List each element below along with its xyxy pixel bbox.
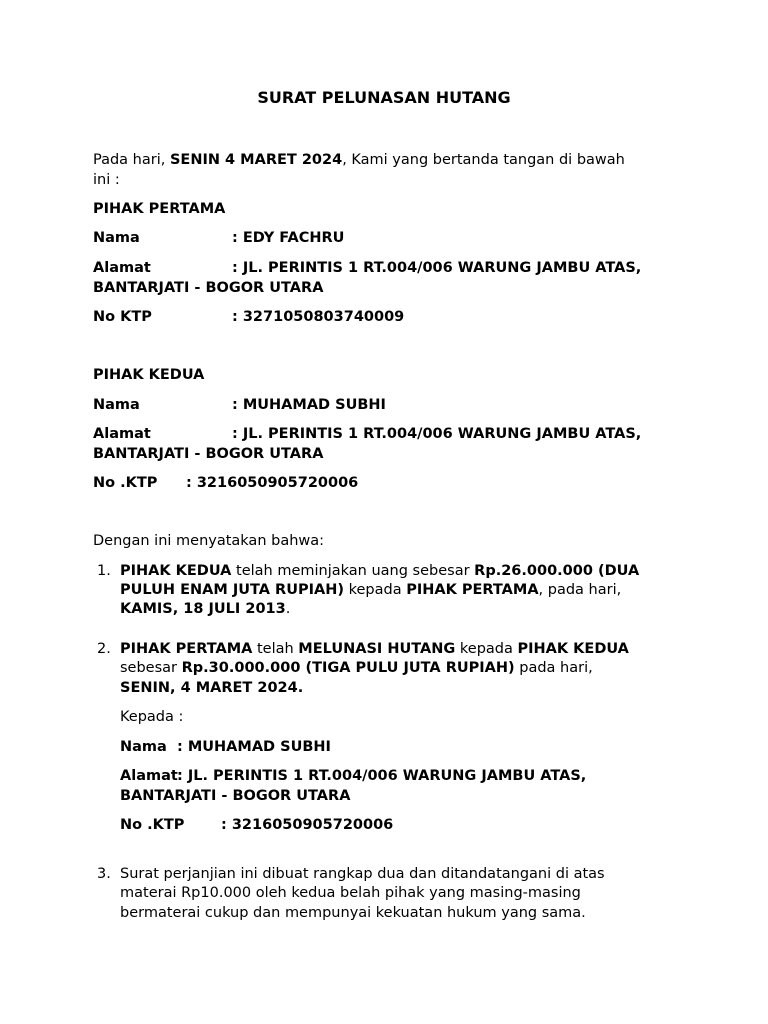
ktp-label: No .KTP [93,475,158,491]
item-2-e: PIHAK KEDUA [517,641,629,657]
item-2-kepada: Kepada : [120,709,184,725]
item-1-line-2 [120,582,621,598]
pihak-pertama-alamat [93,260,641,276]
pihak-kedua-alamat-line2: BANTARJATI - BOGOR UTARA [93,446,324,462]
item-2-line-1 [120,641,629,657]
alamat-value: : JL. PERINTIS 1 RT.004/006 WARUNG JAMBU ATAS, [177,768,587,784]
pihak-kedua-nama [93,397,386,413]
item-2-h: pada hari, [514,660,593,676]
ktp-label: No KTP [93,309,152,325]
item-1-h: KAMIS, 18 JULI 2013 [120,601,286,617]
item-2-b: telah [252,641,299,657]
item-2-a: PIHAK PERTAMA [120,641,253,657]
pihak-kedua-ktp [93,475,358,491]
item-3-line-1: Surat perjanjian ini dibuat rangkap dua dan ditandatangani di atas [120,866,605,882]
item-3-line-2: materai Rp10.000 oleh kedua belah pihak yang masing-masing [120,885,581,901]
pihak-pertama-ktp [93,309,404,325]
pihak-kedua-alamat [93,426,641,442]
item-1-a: PIHAK KEDUA [120,563,232,579]
item-3-number: 3. [97,866,111,882]
nama-label: Nama [120,739,167,755]
item-1-line-3 [120,601,290,617]
item-2-d: kepada [455,641,518,657]
item-2-nama [120,739,331,755]
opening-line [93,152,625,168]
item-3-line-3: bermaterai cukup dan mempunyai kekuatan hukum yang sama. [120,905,586,921]
pihak-pertama-alamat-line2: BANTARJATI - BOGOR UTARA [93,280,324,296]
pihak-kedua-heading: PIHAK KEDUA [93,367,205,383]
item-1-f: PIHAK PERTAMA [406,582,539,598]
ktp-label: No .KTP [120,817,185,833]
item-2-alamat-line2: BANTARJATI - BOGOR UTARA [120,788,351,804]
item-2-g: Rp.30.000.000 (TIGA PULU JUTA RUPIAH) [181,660,515,676]
opening-line-2: ini : [93,172,120,188]
item-2-number: 2. [97,641,111,657]
statement-text: Dengan ini menyatakan bahwa: [93,533,325,549]
ktp-value: : 3216050905720006 [186,475,359,491]
alamat-label: Alamat [93,260,151,276]
document-title: SURAT PELUNASAN HUTANG [257,88,511,107]
item-2-c: MELUNASI HUTANG [298,641,456,657]
alamat-value: : JL. PERINTIS 1 RT.004/006 WARUNG JAMBU ATAS, [232,426,642,442]
pihak-pertama-heading: PIHAK PERTAMA [93,201,226,217]
item-1-number: 1. [97,563,111,579]
nama-label: Nama [93,230,140,246]
item-2-line-3: SENIN, 4 MARET 2024. [120,680,304,696]
opening-post: , Kami yang bertanda tangan di bawah [342,152,625,168]
nama-value: : MUHAMAD SUBHI [177,739,331,755]
item-1-e: kepada [343,582,407,598]
item-1-i: . [285,601,291,617]
alamat-label: Alamat [120,768,178,784]
item-1-g: , pada hari, [538,582,622,598]
item-1-line-1 [120,563,639,579]
item-2-line-2 [120,660,593,676]
opening-pre: Pada hari, [93,152,170,168]
item-2-alamat [120,768,586,784]
item-1-c: Rp.26.000.000 (DUA [474,563,640,579]
item-1-b: telah meminjakan uang sebesar [231,563,475,579]
ktp-value: : 3216050905720006 [221,817,394,833]
opening-date: SENIN 4 MARET 2024 [169,152,343,168]
alamat-value: : JL. PERINTIS 1 RT.004/006 WARUNG JAMBU ATAS, [232,260,642,276]
alamat-label: Alamat [93,426,151,442]
nama-label: Nama [93,397,140,413]
item-2-ktp [120,817,393,833]
item-1-d: PULUH ENAM JUTA RUPIAH) [120,582,344,598]
nama-value: : EDY FACHRU [232,230,345,246]
nama-value: : MUHAMAD SUBHI [232,397,386,413]
item-2-f: sebesar [120,660,182,676]
ktp-value: : 3271050803740009 [232,309,405,325]
pihak-pertama-nama [93,230,344,246]
